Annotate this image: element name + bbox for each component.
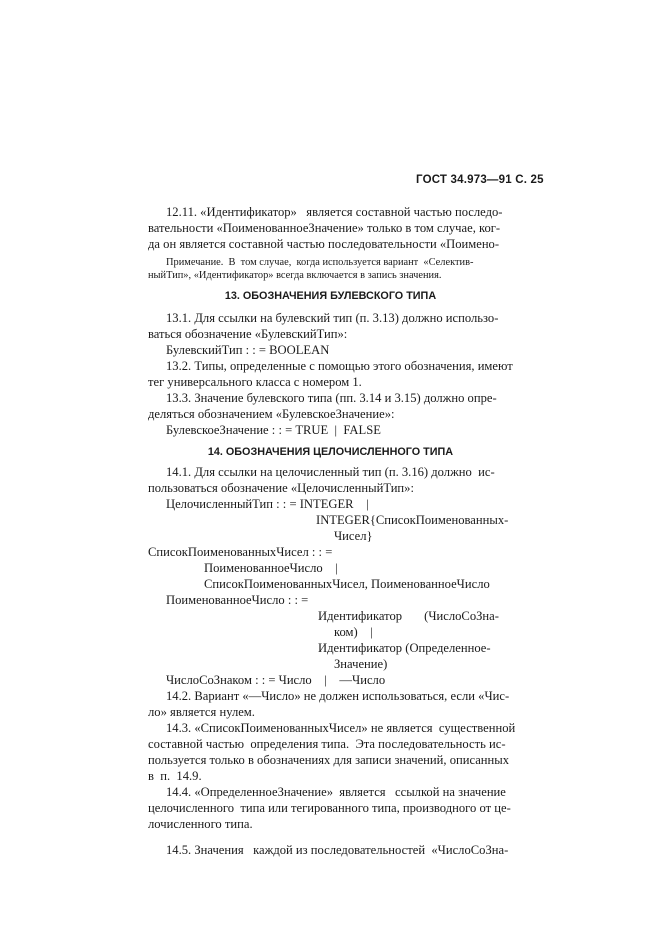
text-line: БулевскоеЗначение : : = TRUE | FALSE [166,423,381,437]
text-line: 14.2. Вариант «—Число» не должен использоваться, если «Чис- [166,689,510,703]
text-line: 14.5. Значения каждой из последовательностей «ЧислоСоЗна- [166,843,509,857]
section-title: 14. ОБОЗНАЧЕНИЯ ЦЕЛОЧИСЛЕННОГО ТИПА [207,446,454,458]
note-line: Примечание. В том случае, когда используется вариант «Селектив- [166,257,474,268]
text-line: деляться обозначением «БулевскоеЗначение»: [148,407,395,421]
grammar-line: СписокПоименованныхЧисел : : = [148,545,333,559]
text-line: пользоваться обозначение «ЦелочисленныйТип»: [148,481,414,495]
grammar-line: Чисел} [334,529,373,543]
grammar-line: ком) | [334,625,373,639]
text-line: целочисленного типа или тегированного типа, производного от це- [148,801,511,815]
grammar-line: ЦелочисленныйТип : : = INTEGER | [166,497,369,511]
text-line: в п. 14.9. [148,769,202,783]
text-line: тег универсального класса с номером 1. [148,375,362,389]
note-line: ныйТип», «Идентификатор» всегда включается в запись значения. [148,270,442,281]
text-line: да он является составной частью последовательности «Поимено- [148,237,500,251]
section-title: 13. ОБОЗНАЧЕНИЯ БУЛЕВСКОГО ТИПА [224,290,437,302]
grammar-line: ЧислоСоЗнаком : : = Число | —Число [166,673,386,687]
text-line: 13.3. Значение булевского типа (пп. 3.14 и 3.15) должно опре- [166,391,497,405]
text-line: 14.3. «СписокПоименованныхЧисел» не является существенной [166,721,516,735]
text-line: БулевскийТип : : = BOOLEAN [166,343,330,357]
text-line: 14.4. «ОпределенноеЗначение» является ссылкой на значение [166,785,506,799]
text-line: ваться обозначение «БулевскийТип»: [148,327,348,341]
text-line: вательности «ПоименованноеЗначение» только в том случае, ког- [148,221,501,235]
text-line: 13.2. Типы, определенные с помощью этого обозначения, имеют [166,359,513,373]
text-line: пользуется только в обозначениях для записи значений, описанных [148,753,510,767]
text-line: 14.1. Для ссылки на целочисленный тип (п. 3.16) должно ис- [166,465,495,479]
text-line: составной частью определения типа. Эта последовательность ис- [148,737,506,751]
grammar-line: Значение) [334,657,388,671]
page-header: ГОСТ 34.973—91 С. 25 [416,174,544,186]
text-line: 12.11. «Идентификатор» является составной частью последо- [166,205,503,219]
text-line: 13.1. Для ссылки на булевский тип (п. 3.13) должно использо- [166,311,499,325]
text-line: лочисленного типа. [148,817,253,831]
grammar-line: INTEGER{СписокПоименованных- [316,513,509,527]
text-line: ло» является нулем. [148,705,255,719]
grammar-line: ПоименованноеЧисло : : = [166,593,309,607]
grammar-line: Идентификатор (Определенное- [318,641,491,655]
grammar-line: СписокПоименованныхЧисел, ПоименованноеЧисло [204,577,490,591]
grammar-line: Идентификатор (ЧислоСоЗна- [318,609,499,623]
grammar-line: ПоименованноеЧисло | [204,561,338,575]
